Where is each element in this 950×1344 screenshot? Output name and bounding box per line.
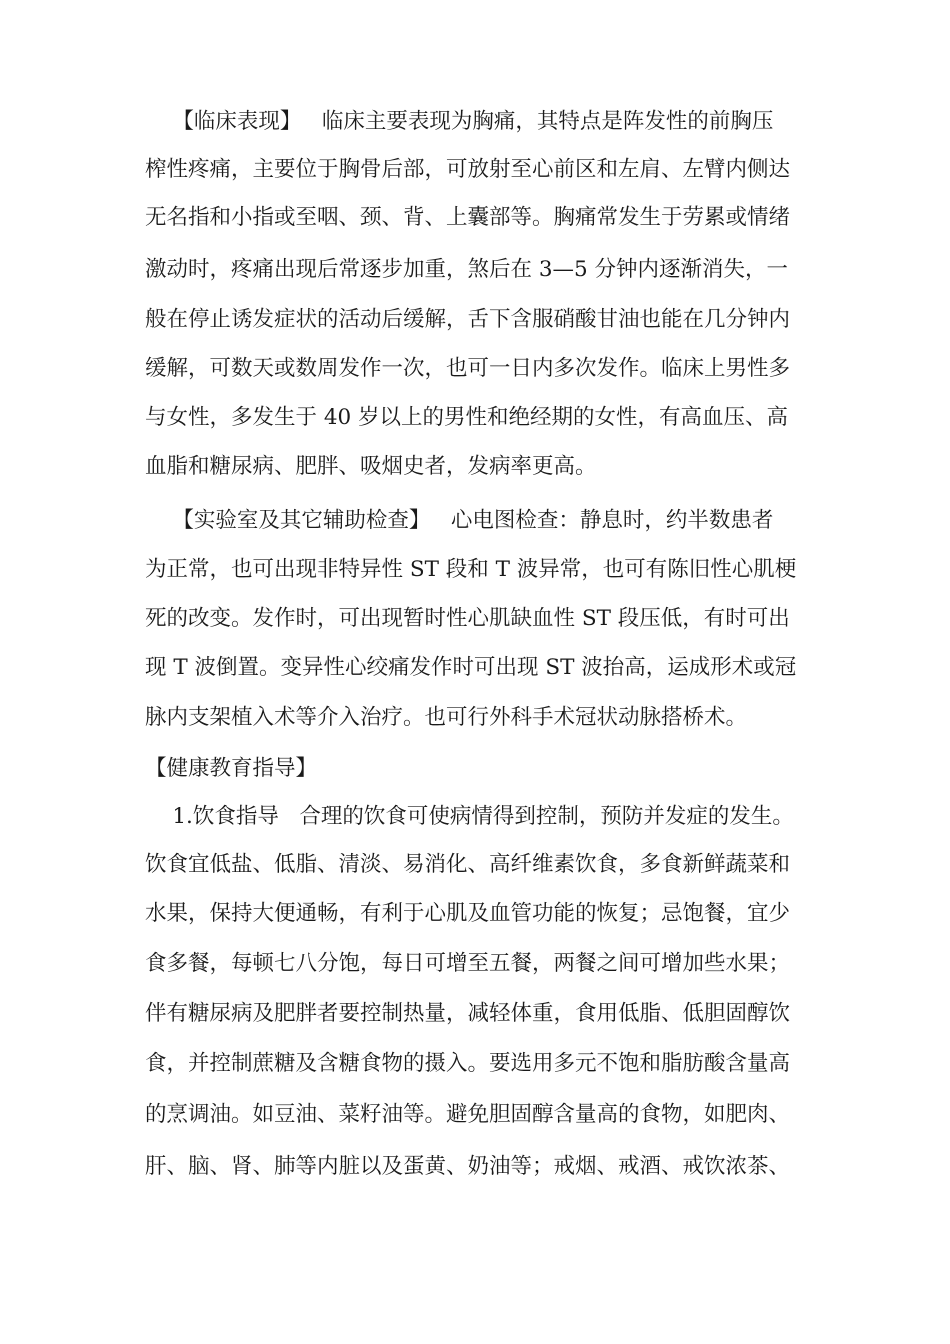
text-line: 水果，保持大便通畅，有利于心肌及血管功能的恢复；忌饱餐，宜少 (145, 901, 791, 926)
text-line: 般在停止诱发症状的活动后缓解，舌下含服硝酸甘油也能在几分钟内 (145, 307, 791, 332)
text-line: 饮食宜低盐、低脂、清淡、易消化、高纤维素饮食，多食新鲜蔬菜和 (145, 852, 791, 877)
text-line: 【实验室及其它辅助检查】 心电图检查：静息时，约半数患者 (145, 508, 774, 533)
text-line: 食，并控制蔗糖及含糖食物的摄入。要选用多元不饱和脂肪酸含量高 (145, 1051, 791, 1076)
text-line: 与女性，多发生于 40 岁以上的男性和绝经期的女性，有高血压、高 (145, 405, 789, 430)
text-line: 血脂和糖尿病、肥胖、吸烟史者，发病率更高。 (145, 454, 597, 479)
text-line: 伴有糖尿病及肥胖者要控制热量，减轻体重，食用低脂、低胆固醇饮 (145, 1001, 791, 1026)
text-line: 肝、脑、肾、肺等内脏以及蛋黄、奶油等；戒烟、戒酒、戒饮浓茶、 (145, 1154, 791, 1179)
text-line: 【临床表现】 临床主要表现为胸痛，其特点是阵发性的前胸压 (145, 109, 774, 134)
text-line: 1.饮食指导 合理的饮食可使病情得到控制，预防并发症的发生。 (145, 804, 794, 829)
text-line: 食多餐，每顿七八分饱，每日可增至五餐，两餐之间可增加些水果； (145, 951, 791, 976)
text-line: 激动时，疼痛出现后常逐步加重，煞后在 3—5 分钟内逐渐消失，一 (145, 257, 789, 282)
text-line: 无名指和小指或至咽、颈、背、上囊部等。胸痛常发生于劳累或情绪 (145, 205, 791, 230)
text-line: 死的改变。发作时，可出现暂时性心肌缺血性 ST 段压低，有时可出 (145, 606, 790, 631)
text-line: 现 T 波倒置。变异性心绞痛发作时可出现 ST 波抬高，运成形术或冠 (145, 655, 797, 680)
text-line: 缓解，可数天或数周发作一次，也可一日内多次发作。临床上男性多 (145, 356, 791, 381)
section-heading: 【健康教育指导】 (145, 756, 318, 781)
text-line: 为正常，也可出现非特异性 ST 段和 T 波异常，也可有陈旧性心肌梗 (145, 557, 797, 582)
text-line: 榨性疼痛，主要位于胸骨后部，可放射至心前区和左肩、左臂内侧达 (145, 157, 791, 182)
text-line: 的烹调油。如豆油、菜籽油等。避免胆固醇含量高的食物，如肥肉、 (145, 1102, 791, 1127)
text-line: 脉内支架植入术等介入治疗。也可行外科手术冠状动脉搭桥术。 (145, 705, 748, 730)
